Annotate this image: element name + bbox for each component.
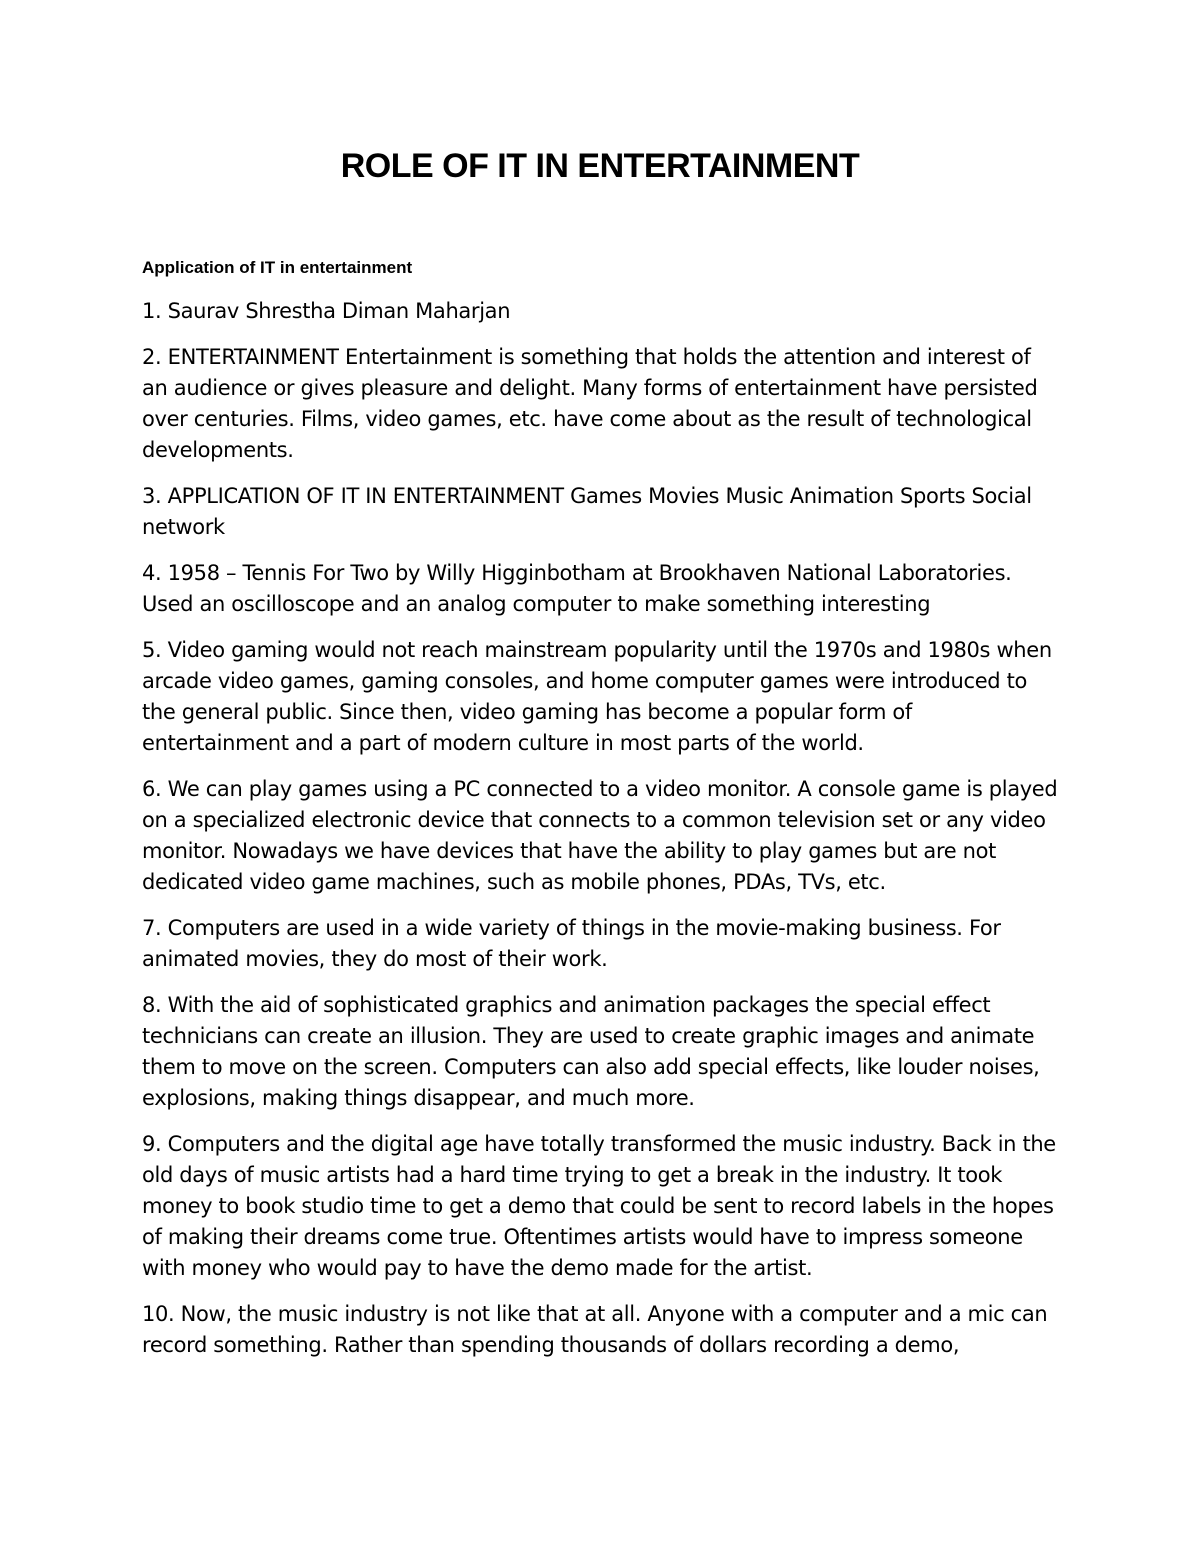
paragraph-1: 1. Saurav Shrestha Diman Maharjan [142,299,511,323]
paragraph-7: 7. Computers are used in a wide variety of things in the movie-making business. For animated movies, they do most of their work. [142,916,1001,971]
paragraph-9: 9. Computers and the digital age have totally transformed the music industry. Back in the old days of music artists had a hard time trying to get a break in the industry. It took money to book studio time to get a demo that could be sent to record labels in the hopes of making their dreams come true. Oftentimes artists would have to impress someone with money who would pay to have the demo made for the artist. [142,1132,1056,1280]
paragraph-4: 4. 1958 – Tennis For Two by Willy Higginbotham at Brookhaven National Laboratories. Used an oscilloscope and an analog computer to make something interesting [142,561,1012,616]
document-body [142,296,1062,1376]
paragraph-2: 2. ENTERTAINMENT Entertainment is something that holds the attention and interest of an audience or gives pleasure and delight. Many forms of entertainment have persisted over centuries. Films, video games, etc. have come about as the result of technological developments. [142,345,1038,462]
paragraph-10: 10. Now, the music industry is not like that at all. Anyone with a computer and a mic can record something. Rather than spending thousands of dollars recording a demo, [142,1302,1048,1357]
document-subtitle: Application of IT in entertainment [142,258,413,277]
paragraph-3: 3. APPLICATION OF IT IN ENTERTAINMENT Games Movies Music Animation Sports Social network [142,484,1032,539]
document-title: ROLE OF IT IN ENTERTAINMENT [340,147,860,185]
paragraph-5: 5. Video gaming would not reach mainstream popularity until the 1970s and 1980s when arcade video games, gaming consoles, and home computer games were introduced to the general public. Since then, video gaming has become a popular form of entertainment and a part of modern culture in most parts of the world. [142,638,1052,755]
paragraph-6: 6. We can play games using a PC connected to a video monitor. A console game is played on a specialized electronic device that connects to a common television set or any video monitor. Nowadays we have devices that have the ability to play games but are not dedicated video game machines, such as mobile phones, PDAs, TVs, etc. [142,777,1058,894]
paragraph-8: 8. With the aid of sophisticated graphics and animation packages the special effect technicians can create an illusion. They are used to create graphic images and animate them to move on the screen. Computers can also add special effects, like louder noises, explosions, making things disappear, and much more. [142,993,1040,1110]
